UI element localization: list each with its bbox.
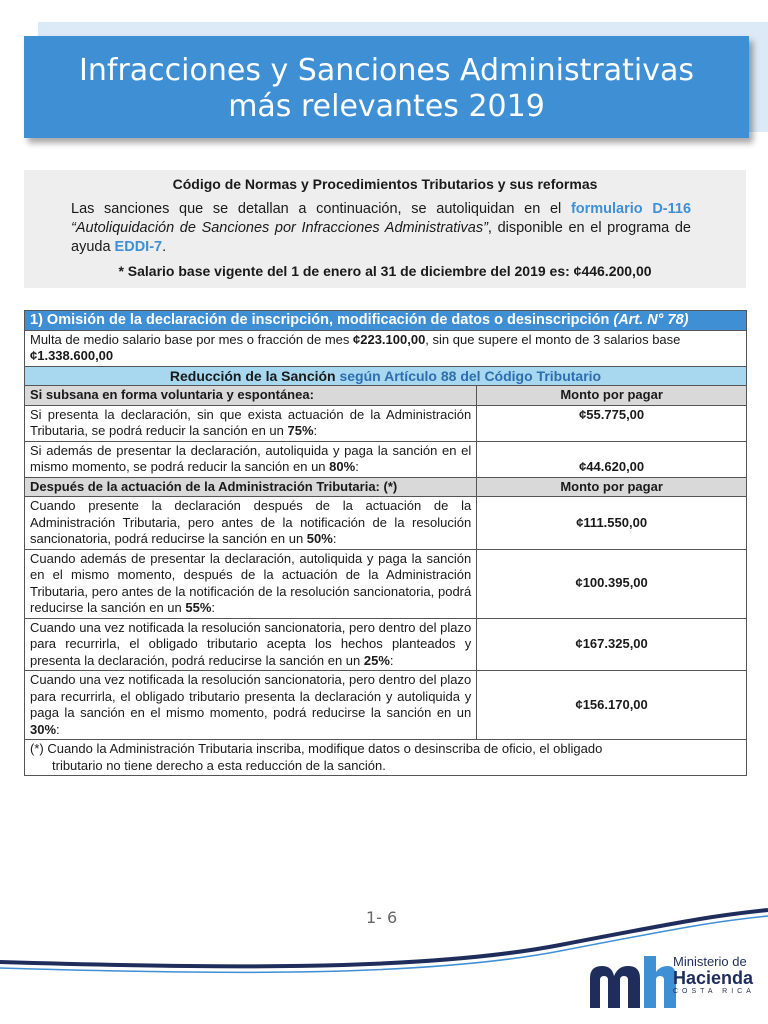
row-description: Cuando además de presentar la declaración, autoliquida y paga la sanción en el mismo momento, después de la actuación de la Administración Tributaria, pero antes de la notificación de la resolución sancionatoria, podrá reducirse la sanción en un 55%: [25, 549, 477, 618]
footnote [25, 740, 747, 776]
table-row [25, 405, 747, 441]
fine-description: Multa de medio salario base por mes o fracción de mes ¢223.100,00, sin que supere el monto de 3 salarios base ¢1.338.600,00 [25, 330, 747, 366]
intro-text-end: . [162, 239, 167, 255]
table-row [25, 441, 747, 477]
section-header-row [25, 311, 747, 331]
fine-amount-half: ¢223.100,00 [353, 331, 426, 347]
voluntary-header-row [25, 386, 747, 406]
form-d116-link[interactable]: formulario D-116 [570, 201, 692, 217]
after-header: Después de la actuación de la Administración Tributaria: (*) [25, 477, 477, 497]
intro-paragraph [71, 200, 691, 257]
code-title: Código de Normas y Procedimientos Tributarios y sus reformas [172, 176, 598, 192]
row-amount: ¢111.550,00 [477, 497, 747, 550]
amount-header: Monto por pagar [477, 477, 747, 497]
note-row [25, 740, 747, 776]
footnote-line2: tributario no tiene derecho a esta reducción de la sanción. [52, 757, 386, 773]
row-amount: ¢100.395,00 [477, 549, 747, 618]
voluntary-header: Si subsana en forma voluntaria y espontánea: [25, 386, 477, 406]
logo-line3: COSTA RICA [673, 988, 755, 995]
row-description: Si presenta la declaración, sin que exista actuación de la Administración Tributaria, se podrá reducir la sanción en un 75%: [25, 405, 477, 441]
page-title-line2: más relevantes 2019 [228, 89, 545, 124]
page-title-line1: Infracciones y Sanciones Administrativas [79, 53, 694, 88]
table-row [25, 549, 747, 618]
table-row [25, 497, 747, 550]
row-description: Cuando una vez notificada la resolución sancionatoria, pero dentro del plazo para recurrirla, el obligado tributario acepta los hechos planteados y presenta la declaración, podrá reducirse la sanción en un 25%: [25, 618, 477, 671]
title-banner [24, 36, 749, 138]
row-amount: ¢167.325,00 [477, 618, 747, 671]
reduction-article: según Artículo 88 del Código Tributario [339, 367, 602, 384]
footnote-line1: (*) Cuando la Administración Tributaria inscriba, modifique datos o desinscriba de oficio, el obligado [30, 741, 603, 756]
intro-text-2: , disponible en el programa de ayuda [71, 220, 691, 255]
row-description: Cuando una vez notificada la resolución sancionatoria, pero dentro del plazo para recurrirla, el obligado tributario presenta la declaración y autoliquida y paga la sanción en el mismo momento, podrá reducirse la sanción en un 30%: [25, 671, 477, 740]
intro-text-1: Las sanciones que se detallan a continuación, se autoliquidan en el [71, 201, 571, 217]
table-row [25, 671, 747, 740]
table-row [25, 618, 747, 671]
reduction-header-row [25, 366, 747, 386]
row-description: Si además de presentar la declaración, autoliquida y paga la sanción en el mismo momento, se podrá reducir la sanción en un 80%: [25, 441, 477, 477]
section-article: (Art. N° 78) [613, 312, 689, 328]
page-number: 1- 6 [366, 908, 398, 927]
base-salary-note: * Salario base vigente del 1 de enero al 31 de diciembre del 2019 es: ¢446.200,00 [118, 263, 652, 279]
row-amount: ¢44.620,00 [477, 441, 747, 477]
fine-row [25, 330, 747, 366]
intro-box [24, 170, 746, 288]
row-amount: ¢55.775,00 [477, 405, 747, 441]
after-header-row [25, 477, 747, 497]
section-title: 1) Omisión de la declaración de inscripción, modificación de datos o desinscripción (Art. N° 78) [25, 311, 747, 331]
amount-header: Monto por pagar [477, 386, 747, 406]
row-amount: ¢156.170,00 [477, 671, 747, 740]
row-description: Cuando presente la declaración después de la actuación de la Administración Tributaria, pero antes de la notificación de la resolución sancionatoria, podrá reducirse la sanción en un 50%: [25, 497, 477, 550]
logo-wordmark [673, 955, 755, 996]
logo-line1: Ministerio de [673, 954, 747, 969]
sanctions-table [24, 310, 747, 776]
fine-amount-max: ¢1.338.600,00 [30, 348, 114, 363]
reduction-title: Reducción de la Sanción según Artículo 88 del Código Tributario [25, 366, 747, 386]
eddi7-link[interactable]: EDDI-7 [114, 239, 163, 255]
logo-line2: Hacienda [673, 968, 754, 988]
intro-italic-text: “Autoliquidación de Sanciones por Infracciones Administrativas” [71, 220, 488, 236]
